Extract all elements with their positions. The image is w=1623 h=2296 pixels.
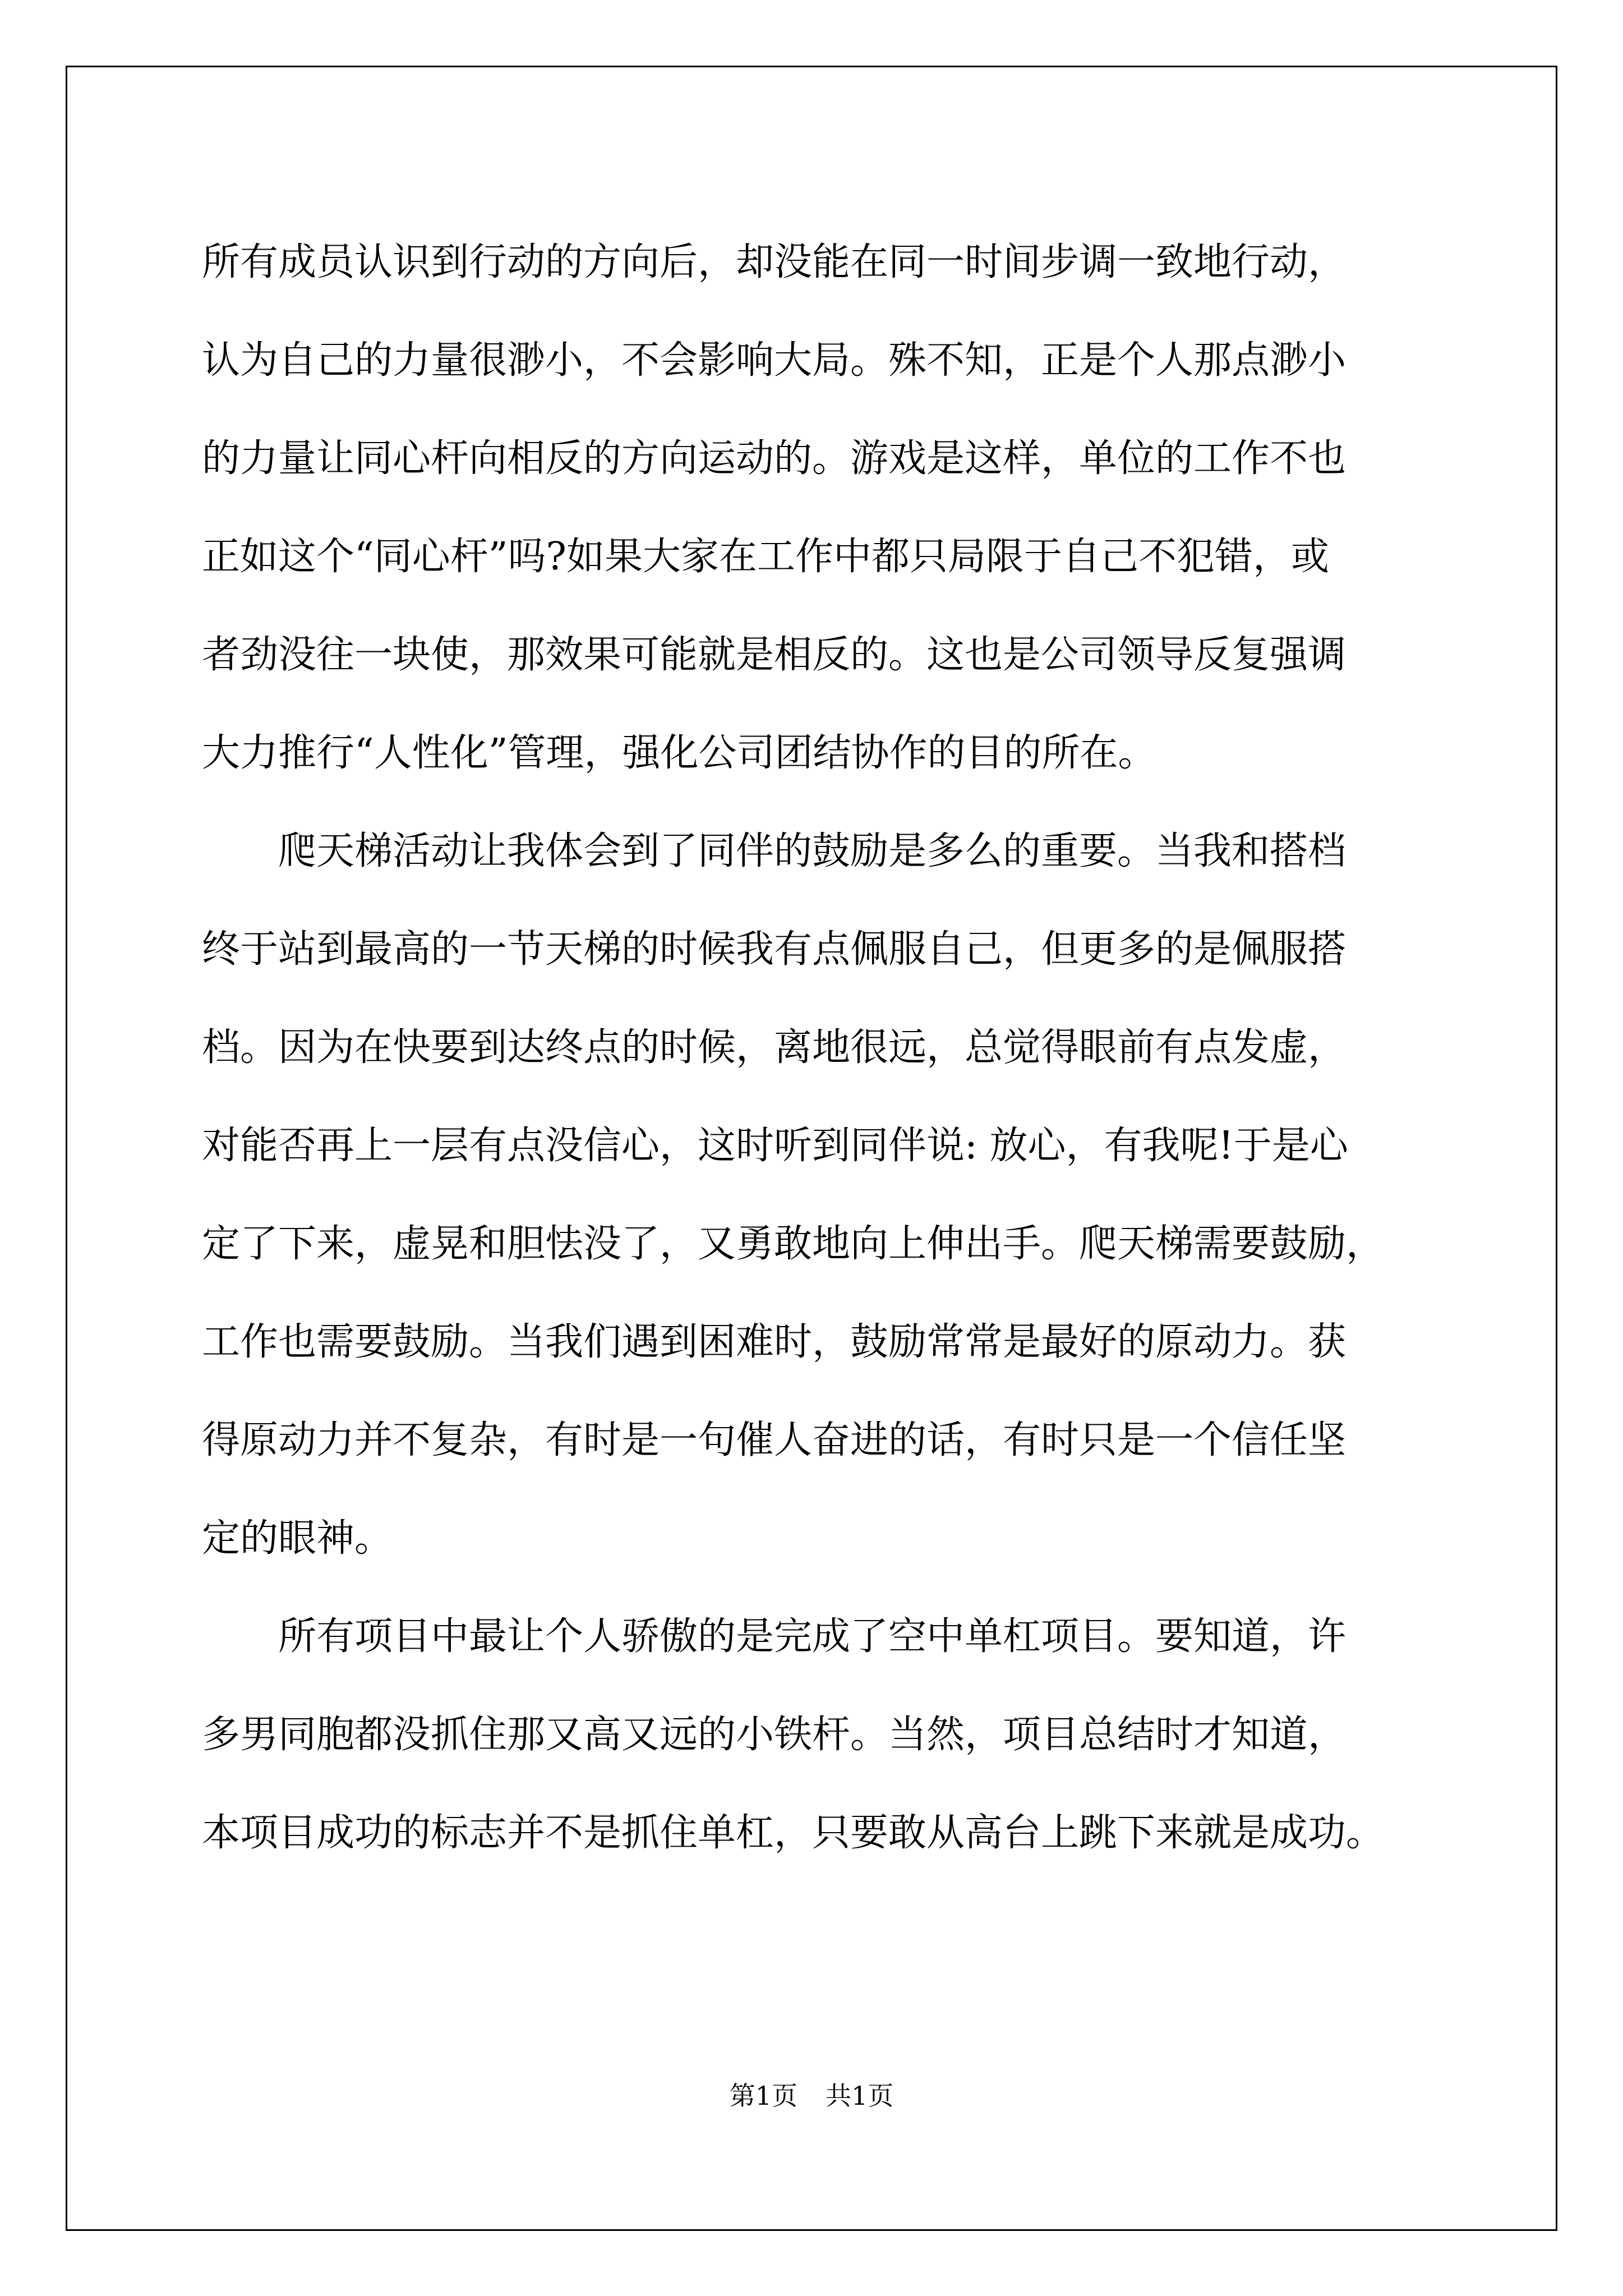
text-line: 终于站到最高的一节天梯的时候我有点佩服自己，但更多的是佩服搭 — [202, 927, 1347, 972]
text-line: 所有成员认识到行动的方向后，却没能在同一时间步调一致地行动， — [202, 240, 1347, 284]
paragraph-start-line: 爬天梯活动让我体会到了同伴的鼓励是多么的重要。当我和搭档 — [278, 829, 1347, 873]
paragraph-start-line: 所有项目中最让个人骄傲的是完成了空中单杠项目。要知道，许 — [278, 1614, 1347, 1659]
text-line: 档。因为在快要到达终点的时候，离地很远，总觉得眼前有点发虚， — [202, 1025, 1347, 1070]
text-line: 的力量让同心杆向相反的方向运动的。游戏是这样，单位的工作不也 — [202, 436, 1347, 481]
text-line: 大力推行“人性化”管理，强化公司团结协作的目的所在。 — [202, 731, 1156, 775]
text-line: 者劲没往一块使，那效果可能就是相反的。这也是公司领导反复强调 — [202, 633, 1347, 677]
text-line: 对能否再上一层有点没信心，这时听到同伴说: 放心，有我呢!于是心 — [202, 1124, 1348, 1168]
text-line: 正如这个“同心杆”吗?如果大家在工作中都只局限于自己不犯错，或 — [202, 535, 1329, 579]
text-line: 得原动力并不复杂，有时是一句催人奋进的话，有时只是一个信任坚 — [202, 1418, 1347, 1462]
text-line: 本项目成功的标志并不是抓住单杠，只要敢从高台上跳下来就是成功。 — [202, 1811, 1385, 1855]
text-line: 定的眼神。 — [202, 1516, 393, 1561]
page-number: 第1页 — [729, 2081, 797, 2111]
page-total: 共1页 — [826, 2081, 894, 2111]
text-line: 定了下来，虚晃和胆怯没了，又勇敢地向上伸出手。爬天梯需要鼓励， — [202, 1222, 1385, 1266]
text-line: 认为自己的力量很渺小，不会影响大局。殊不知，正是个人那点渺小 — [202, 338, 1347, 383]
document-body — [202, 213, 1436, 1882]
text-line: 工作也需要鼓励。当我们遇到困难时，鼓励常常是最好的原动力。获 — [202, 1320, 1347, 1364]
text-line: 多男同胞都没抓住那又高又远的小铁杆。当然，项目总结时才知道， — [202, 1713, 1347, 1757]
page-footer — [0, 2076, 1623, 2113]
